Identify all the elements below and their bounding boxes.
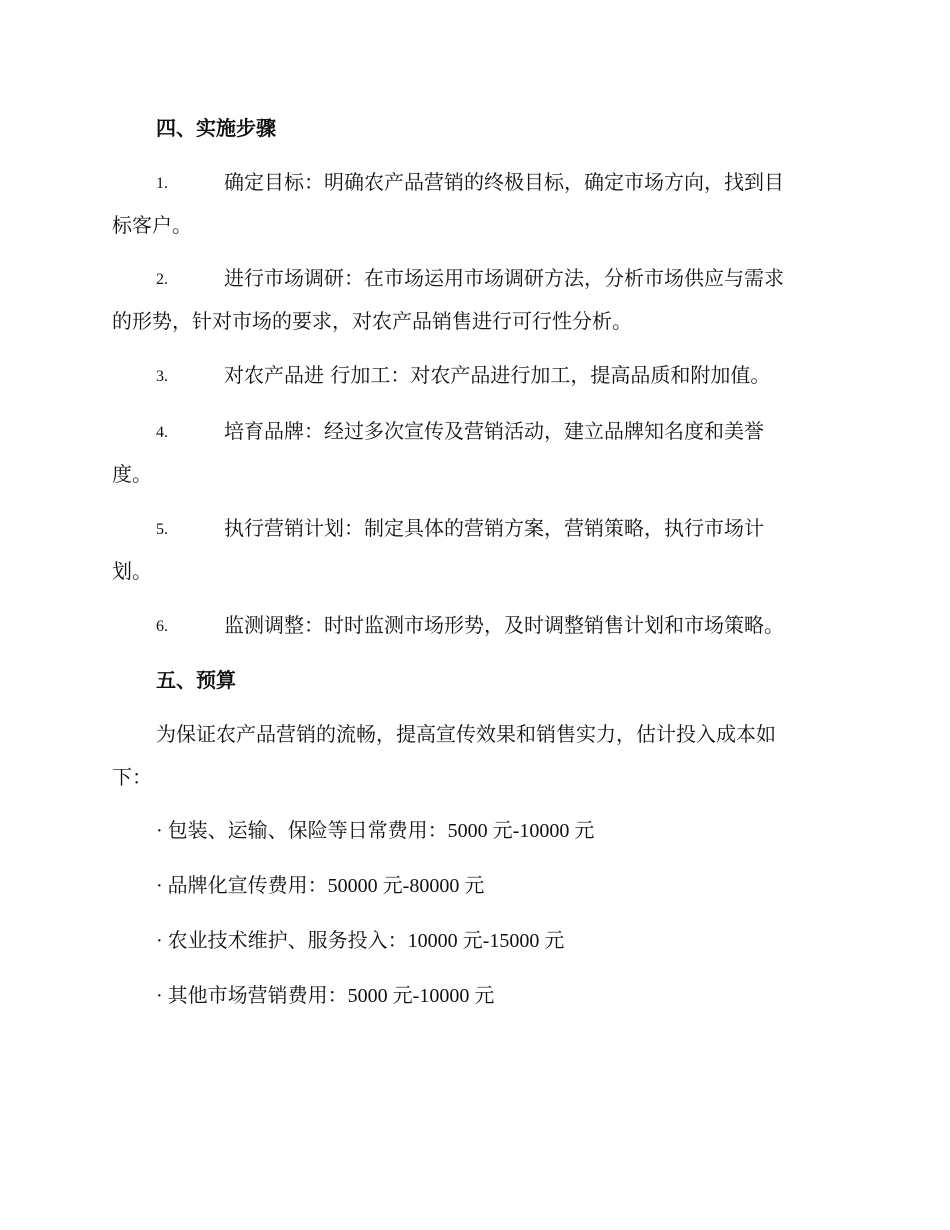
step-5-text-cont: 划。 [112, 559, 152, 583]
step-4-number: 4. [156, 424, 168, 441]
step-5-number: 5. [156, 521, 168, 538]
step-1-number: 1. [156, 175, 168, 192]
step-1-text: 确定目标：明确农产品营销的终极目标，确定市场方向，找到目 [224, 170, 784, 194]
step-2-number: 2. [156, 271, 168, 288]
budget-item: · 农业技术维护、服务投入：10000 元-15000 元 [156, 930, 565, 952]
step-6-text: 监测调整：时时监测市场形势，及时调整销售计划和市场策略。 [224, 613, 784, 637]
budget-item: · 品牌化宣传费用：50000 元-80000 元 [156, 875, 485, 897]
budget-item: · 其他市场营销费用：5000 元-10000 元 [156, 985, 495, 1007]
step-2-text: 进行市场调研：在市场运用市场调研方法，分析市场供应与需求 [224, 266, 784, 290]
step-3-text: 对农产品进 行加工：对农产品进行加工，提高品质和附加值。 [224, 363, 771, 387]
budget-intro-cont: 下： [112, 765, 152, 789]
section-4-heading: 四、实施步骤 [156, 116, 276, 140]
step-4-text: 培育品牌：经过多次宣传及营销活动，建立品牌知名度和美誉 [224, 419, 764, 443]
budget-intro: 为保证农产品营销的流畅，提高宣传效果和销售实力，估计投入成本如 [156, 722, 776, 746]
step-1-text-cont: 标客户。 [112, 213, 192, 237]
step-4-text-cont: 度。 [112, 462, 152, 486]
step-2-text-cont: 的形势，针对市场的要求，对农产品销售进行可行性分析。 [112, 309, 632, 333]
step-5-text: 执行营销计划：制定具体的营销方案，营销策略，执行市场计 [224, 516, 764, 540]
step-3-number: 3. [156, 368, 168, 385]
section-5-heading: 五、预算 [156, 668, 236, 692]
step-6-number: 6. [156, 618, 168, 635]
budget-item: · 包装、运输、保险等日常费用：5000 元-10000 元 [156, 820, 595, 842]
